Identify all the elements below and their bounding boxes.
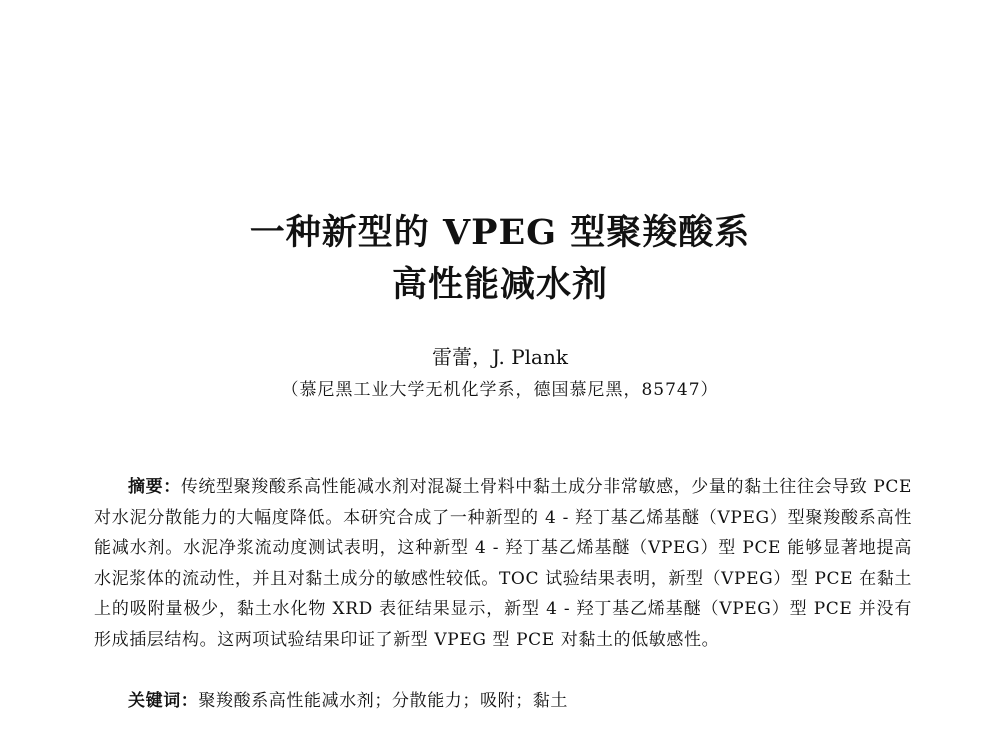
paper-authors: 雷蕾，J. Plank	[432, 345, 568, 369]
paper-title-line-2: 高性能减水剂	[391, 264, 608, 305]
keywords-text: 聚羧酸系高性能减水剂；分散能力；吸附；黏土	[198, 691, 569, 711]
abstract-paragraph	[94, 472, 912, 655]
abstract-label: 摘要：	[128, 477, 181, 497]
paper-affiliation: （慕尼黑工业大学无机化学系，德国慕尼黑，85747）	[281, 380, 719, 400]
keywords-section	[128, 686, 908, 716]
keywords-label: 关键词：	[128, 691, 199, 711]
abstract-section	[94, 472, 912, 655]
abstract-text: 传统型聚羧酸系高性能减水剂对混凝土骨料中黏土成分非常敏感，少量的黏土往往会导致 PCE 对水泥分散能力的大幅度降低。本研究合成了一种新型的 4 - 羟丁基乙烯基醚（VPEG）型聚羧酸系高性能减水剂。水泥净浆流动度测试表明，这种新型 4 - 羟丁基乙烯基醚（VPEG）型 PCE 能够显著地提高水泥浆体的流动性，并且对黏土成分的敏感性较低。TOC 试验结果表明，新型（VPEG）型 PCE 在黏土上的吸附量极少，黏土水化物 XRD 表征结果显示，新型 4 - 羟丁基乙烯基醚（VPEG）型 PCE 并没有形成插层结构。这两项试验结果印证了新型 VPEG 型 PCE 对黏土的低敏感性。	[94, 477, 912, 650]
paper-title-line-1: 一种新型的 VPEG 型聚羧酸系	[249, 212, 751, 253]
